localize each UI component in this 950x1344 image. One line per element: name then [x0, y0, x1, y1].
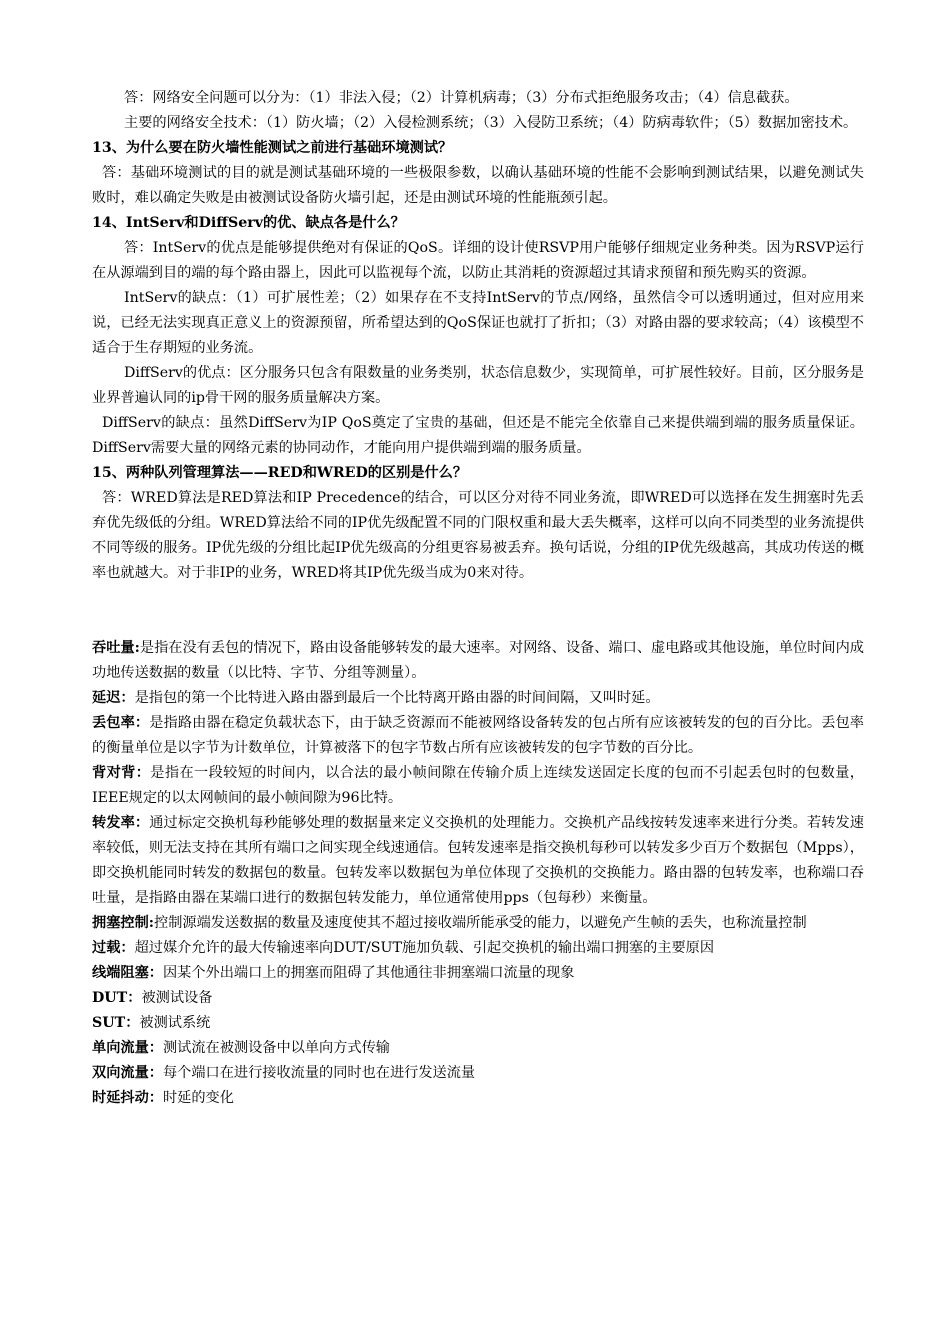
- glossary-term: 转发率: [92, 815, 135, 831]
- glossary-entry: 吞吐量:是指在没有丢包的情况下，路由设备能够转发的最大速率。对网络、设备、端口、虚电路或其他设施，单位时间内成功地传送数据的数量（以比特、字节、分组等测量）。: [92, 640, 864, 681]
- glossary-entry: 时延抖动：时延的变化: [92, 1090, 234, 1106]
- glossary-term: 双向流量: [92, 1065, 149, 1081]
- glossary-entry: 拥塞控制:控制源端发送数据的数量及速度使其不超过接收端所能承受的能力，以避免产生帧的丢失，也称流量控制: [92, 915, 807, 931]
- glossary-term: 时延抖动: [92, 1090, 149, 1106]
- answer-12-line1: 答：网络安全问题可以分为：（1）非法入侵；（2）计算机病毒；（3）分布式拒绝服务攻击；（4）信息截获。: [124, 90, 799, 106]
- answer-14-diffserv-pros: DiffServ的优点：区分服务只包含有限数量的业务类别，状态信息数少，实现简单，可扩展性较好。目前，区分服务是业界普遍认同的ip骨干网的服务质量解决方案。: [92, 365, 864, 406]
- answer-14-diffserv-cons: DiffServ的缺点：虽然DiffServ为IP QoS奠定了宝贵的基础，但还是不能完全依靠自己来提供端到端的服务质量保证。DiffServ需要大量的网络元素的协同动作，才能向用户提供端到端的服务质量。: [92, 415, 864, 456]
- glossary-definition: 是指包的第一个比特进入路由器到最后一个比特离开路由器的时间间隔，又叫时延。: [134, 690, 660, 706]
- glossary-entry: 线端阻塞：因某个外出端口上的拥塞而阻碍了其他通往非拥塞端口流量的现象: [92, 965, 575, 981]
- glossary-term: SUT: [92, 1015, 126, 1031]
- answer-14-intserv-cons: IntServ的缺点：（1）可扩展性差；（2）如果存在不支持IntServ的节点/网络，虽然信令可以透明通过，但对应用来说，已经无法实现真正意义上的资源预留，所希望达到的QoS保证也就打了折扣；（3）对路由器的要求较高；（4）该模型不适合于生存期短的业务流。: [92, 290, 864, 356]
- answer-12-line2: 主要的网络安全技术：（1）防火墙；（2）入侵检测系统；（3）入侵防卫系统；（4）防病毒软件；（5）数据加密技术。: [124, 115, 858, 131]
- answer-15: 答：WRED算法是RED算法和IP Precedence的结合，可以区分对待不同业务流，即WRED可以选择在发生拥塞时先丢弃优先级低的分组。WRED算法给不同的IP优先级配置不同的门限权重和最大丢失概率，这样可以向不同类型的业务流提供不同等级的服务。IP优先级的分组比起IP优先级高的分组更容易被丢弃。换句话说，分组的IP优先级越高，其成功传送的概率也就越大。对于非IP的业务，WRED将其IP优先级当成为0来对待。: [92, 490, 864, 581]
- glossary-definition: 超过媒介允许的最大传输速率向DUT/SUT施加负载、引起交换机的输出端口拥塞的主要原因: [134, 940, 715, 956]
- document-page: [92, 86, 864, 1111]
- glossary-entry: DUT：被测试设备: [92, 990, 213, 1006]
- glossary-term: 线端阻塞: [92, 965, 149, 981]
- glossary-definition: 被测试系统: [139, 1015, 211, 1031]
- glossary-definition: 通过标定交换机每秒能够处理的数据量来定义交换机的处理能力。交换机产品线按转发速率来进行分类。若转发速率较低，则无法支持在其所有端口之间实现全线速通信。包转发速率是指交换机每秒可以转发多少百万个数据包（Mpps），即交换机能同时转发的数据包的数量。包转发率以数据包为单位体现了交换机的交换能力。路由器的包转发率，也称端口吞吐量，是指路由器在某端口进行的数据包转发能力，单位通常使用pps（包每秒）来衡量。: [92, 815, 864, 906]
- answer-14-intserv-pros: 答：IntServ的优点是能够提供绝对有保证的QoS。详细的设计使RSVP用户能够仔细规定业务种类。因为RSVP运行在从源端到目的端的每个路由器上，因此可以监视每个流，以防止其消耗的资源超过其请求预留和预先购买的资源。: [92, 240, 864, 281]
- glossary-term: 丢包率: [92, 715, 135, 731]
- glossary-definition: 是指在没有丢包的情况下，路由设备能够转发的最大速率。对网络、设备、端口、虚电路或其他设施，单位时间内成功地传送数据的数量（以比特、字节、分组等测量）。: [92, 640, 864, 681]
- glossary-term: 单向流量: [92, 1040, 149, 1056]
- glossary-term: 吞吐量: [92, 640, 135, 656]
- glossary-entry: 双向流量：每个端口在进行接收流量的同时也在进行发送流量: [92, 1065, 476, 1081]
- question-14: 14、IntServ和DiffServ的优、缺点各是什么？: [92, 215, 405, 231]
- glossary-definition: 控制源端发送数据的数量及速度使其不超过接收端所能承受的能力，以避免产生帧的丢失，也称流量控制: [154, 915, 807, 931]
- glossary-definition: 是指在一段较短的时间内，以合法的最小帧间隙在传输介质上连续发送固定长度的包而不引起丢包时的包数量，IEEE规定的以太网帧间的最小帧间隙为96比特。: [92, 765, 864, 806]
- glossary-entry: 过载：超过媒介允许的最大传输速率向DUT/SUT施加负载、引起交换机的输出端口拥塞的主要原因: [92, 940, 715, 956]
- glossary-entry: 丢包率：是指路由器在稳定负载状态下，由于缺乏资源而不能被网络设备转发的包占所有应该被转发的包的百分比。丢包率的衡量单位是以字节为计数单位，计算被落下的包字节数占所有应该被转发的包字节数的百分比。: [92, 715, 864, 756]
- glossary-entry: 背对背：是指在一段较短的时间内，以合法的最小帧间隙在传输介质上连续发送固定长度的包而不引起丢包时的包数量，IEEE规定的以太网帧间的最小帧间隙为96比特。: [92, 765, 864, 806]
- glossary-term: 背对背: [92, 765, 136, 781]
- glossary-definition: 因某个外出端口上的拥塞而阻碍了其他通往非拥塞端口流量的现象: [162, 965, 575, 981]
- answer-13: 答：基础环境测试的目的就是测试基础环境的一些极限参数，以确认基础环境的性能不会影响到测试结果，以避免测试失败时，难以确定失败是由被测试设备防火墙引起，还是由测试环境的性能瓶颈引起。: [92, 165, 864, 206]
- glossary-term: 拥塞控制: [92, 915, 149, 931]
- glossary-term: DUT: [92, 990, 128, 1006]
- glossary-entry: 延迟：是指包的第一个比特进入路由器到最后一个比特离开路由器的时间间隔，又叫时延。: [92, 690, 660, 706]
- glossary-entry: 转发率：通过标定交换机每秒能够处理的数据量来定义交换机的处理能力。交换机产品线按转发速率来进行分类。若转发速率较低，则无法支持在其所有端口之间实现全线速通信。包转发速率是指交换机每秒可以转发多少百万个数据包（Mpps），即交换机能同时转发的数据包的数量。包转发率以数据包为单位体现了交换机的交换能力。路由器的包转发率，也称端口吞吐量，是指路由器在某端口进行的数据包转发能力，单位通常使用pps（包每秒）来衡量。: [92, 815, 864, 906]
- glossary-definition: 测试流在被测设备中以单向方式传输: [162, 1040, 390, 1056]
- glossary-entry: 单向流量：测试流在被测设备中以单向方式传输: [92, 1040, 390, 1056]
- glossary-definition: 每个端口在进行接收流量的同时也在进行发送流量: [162, 1065, 476, 1081]
- glossary-term: 过载: [92, 940, 121, 956]
- glossary: [92, 636, 864, 1111]
- glossary-definition: 是指路由器在稳定负载状态下，由于缺乏资源而不能被网络设备转发的包占所有应该被转发的包的百分比。丢包率的衡量单位是以字节为计数单位，计算被落下的包字节数占所有应该被转发的包字节数的百分比。: [92, 715, 864, 756]
- glossary-definition: 时延的变化: [162, 1090, 234, 1106]
- glossary-term: 延迟: [92, 690, 121, 706]
- question-13: 13、为什么要在防火墙性能测试之前进行基础环境测试？: [92, 140, 453, 156]
- section-spacer: [92, 586, 864, 636]
- glossary-definition: 被测试设备: [141, 990, 213, 1006]
- question-15: 15、两种队列管理算法——RED和WRED的区别是什么？: [92, 465, 468, 481]
- glossary-entry: SUT：被测试系统: [92, 1015, 211, 1031]
